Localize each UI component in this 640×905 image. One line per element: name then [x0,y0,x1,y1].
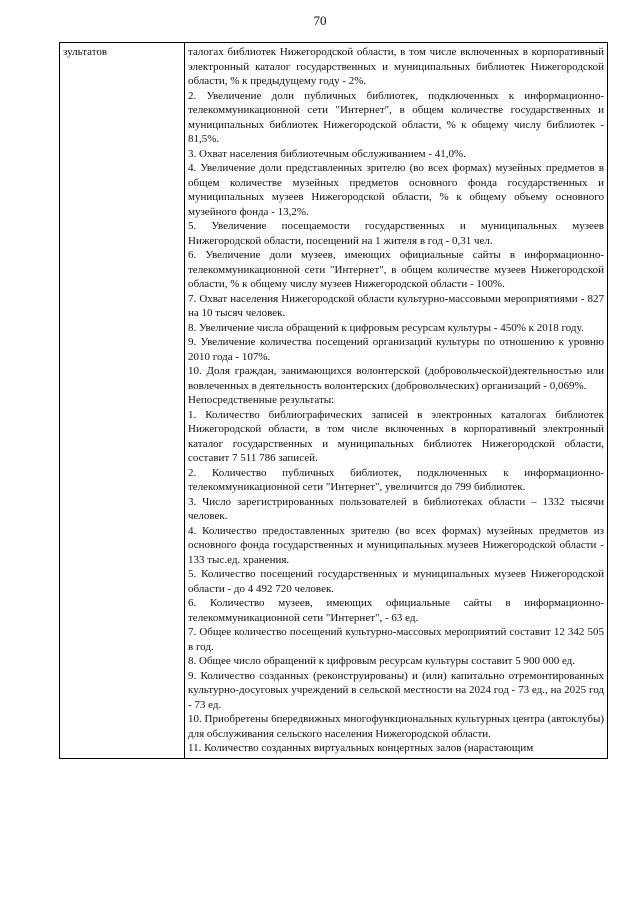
left-cell: зультатов [60,43,185,759]
paragraph: 5. Количество посещений государственных и муниципальных музеев Нижегородской области - до 4 492 720 человек. [188,568,604,595]
paragraph: 2. Увеличение доли публичных библиотек, подключенных к информационно-телекоммуникационной сети "Интернет", в общем количестве государственных и муниципальных библиотек Нижегородской области, % к общему числу библиотек - 81,5%. [188,89,604,145]
paragraph: 11. Количество созданных виртуальных концертных залов (нарастающим [188,742,534,754]
section-heading: Непосредственные результаты: [188,394,335,406]
paragraph: 8. Увеличение числа обращений к цифровым ресурсам культуры - 450% к 2018 году. [188,321,584,334]
results-table [59,42,608,759]
page-number: 70 [313,13,327,28]
paragraph: 4. Количество предоставленных зрителю (во всех формах) музейных предметов из основного фонда государственных и муниципальных музеев Нижегородской области - 133 тыс.ед. хранения. [188,524,604,566]
table-row [60,43,608,759]
paragraph: 2. Количество публичных библиотек, подключенных к информационно-телекоммуникационной сети "Интернет", увеличится до 799 библиотек. [188,466,604,493]
paragraph: 9. Количество созданных (реконструированы) и (или) капитально отремонтированных культурно-досуговых учреждений в сельской местности на 2024 год - 73 ед., на 2025 год - 73 ед. [188,669,604,711]
paragraph: 3. Охват населения библиотечным обслуживанием - 41,0%. [188,147,466,160]
paragraph: 5. Увеличение посещаемости государственных и муниципальных музеев Нижегородской области, посещений на 1 жителя в год - 0,31 чел. [188,220,604,247]
paragraph: 1. Количество библиографических записей в электронных каталогах библиотек Нижегородской области, в том числе включенных в корпоративный электронный каталог государственных и муниципальных библиотек Нижегородской области, составит 7 511 786 записей. [188,408,604,464]
paragraph: 3. Число зарегистрированных пользователей в библиотеках области – 1332 тысячи человек. [188,495,604,522]
paragraph: 6. Количество музеев, имеющих официальные сайты в информационно-телекоммуникационной сети "Интернет", - 63 ед. [188,597,604,624]
paragraph: талогах библиотек Нижегородской области, в том числе включенных в корпоративный электронный каталог государственных и муниципальных библиотек Нижегородской области, % к предыдущему году - 2%. [188,46,604,87]
paragraph: 7. Охват населения Нижегородской области культурно-массовыми мероприятиями - 827 на 10 тысяч человек. [188,292,604,319]
paragraph: 8. Общее число обращений к цифровым ресурсам культуры составит 5 900 000 ед. [188,655,576,667]
paragraph: 4. Увеличение доли представленных зрителю (во всех формах) музейных предметов в общем количестве музейных предметов основного фонда государственных и муниципальных музеев Нижегородской области, % к общему объему основного музейного фонда - 13,2%. [188,162,604,218]
paragraph: 10. Приобретены 6передвижных многофункциональных культурных центра (автоклубы) для обслуживания сельского населения Нижегородской области. [188,713,604,740]
paragraph: 6. Увеличение доли музеев, имеющих официальные сайты в информационно-телекоммуникационной сети "Интернет", в общем количестве музеев Нижегородской области, % к общему числу музеев Нижегородской области - 100%. [188,249,604,290]
paragraph: 10. Доля граждан, занимающихся волонтерской (добровольческой)деятельностью или вовлеченных в деятельность волонтерских (добровольческих) организаций - 0,069%. [188,365,604,392]
paragraph: 9. Увеличение количества посещений организаций культуры по отношению к уровню 2010 года - 107%. [188,336,604,363]
right-cell [185,43,608,759]
paragraph: 7. Общее количество посещений культурно-массовых мероприятий составит 12 342 505 в год. [188,626,604,653]
